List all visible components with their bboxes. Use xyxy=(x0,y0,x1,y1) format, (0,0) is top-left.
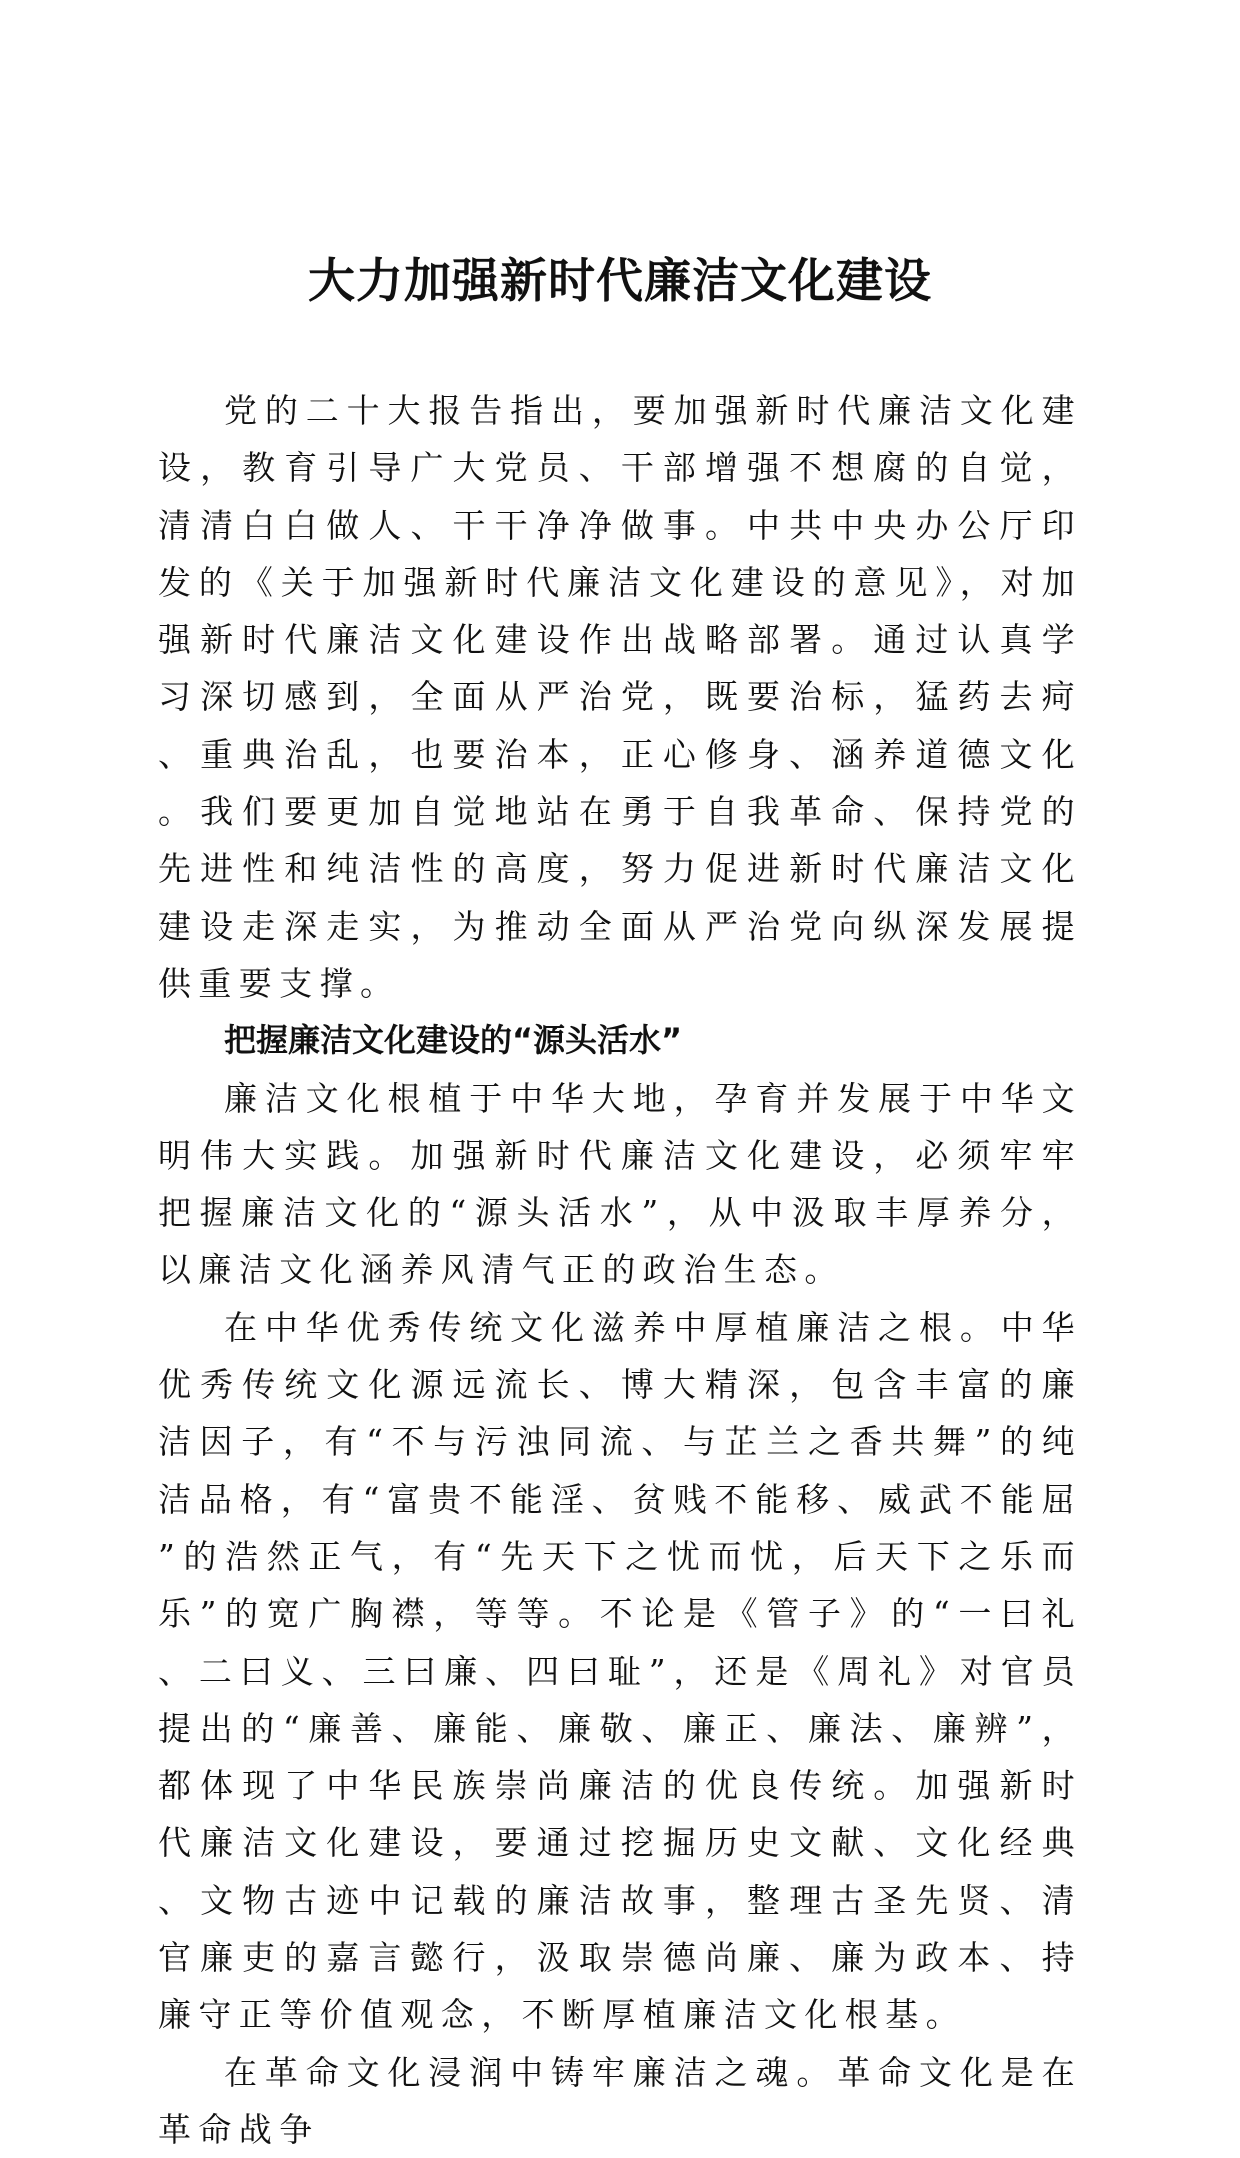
intro-paragraph: 党的二十大报告指出，要加强新时代廉洁文化建设，教育引导广大党员、干部增强不想腐的自觉，清清白白做人、干干净净做事。中共中央办公厅印发的《关于加强新时代廉洁文化建设的意见》，对加强新时代廉洁文化建设作出战略部署。通过认真学习深切感到，全面从严治党，既要治标，猛药去疴、重典治乱，也要治本，正心修身、涵养道德文化。我们要更加自觉地站在勇于自我革命、保持党的先进性和纯洁性的高度，努力促进新时代廉洁文化建设走深走实，为推动全面从严治党向纵深发展提供重要支撑。 xyxy=(158,391,1082,1003)
subsection-text: 革命文化是在革命战争 xyxy=(158,2052,1083,2149)
section-paragraph: 廉洁文化根植于中华大地，孕育并发展于中华文明伟大实践。加强新时代廉洁文化建设，必须牢牢把握廉洁文化的“源头活水”，从中汲取丰厚养分，以廉洁文化涵养风清气正的政治生态。 xyxy=(158,1078,1082,1290)
section-heading: 把握廉洁文化建设的“源头活水” xyxy=(224,1021,683,1060)
document-title: 大力加强新时代廉洁文化建设 xyxy=(308,254,932,309)
subsection-lead: 在革命文化浸润中铸牢廉洁之魂。 xyxy=(224,2052,838,2092)
subsection-revolutionary-culture xyxy=(158,2044,1082,2158)
document-body xyxy=(158,382,1082,2158)
subsection-text: 中华优秀传统文化源远流长、博大精深，包含丰富的廉洁因子，有“不与污浊同流、与芷兰之香共舞”的纯洁品格，有“富贵不能淫、贫贱不能移、威武不能屈”的浩然正气，有“先天下之忧而忧，后天下之乐而乐”的宽广胸襟，等等。不论是《管子》的“一曰礼、二曰义、三曰廉、四曰耻”，还是《周礼》对官员提出的“廉善、廉能、廉敬、廉正、廉法、廉辨”，都体现了中华民族崇尚廉洁的优良传统。加强新时代廉洁文化建设，要通过挖掘历史文献、文化经典、文物古迹中记载的廉洁故事，整理古圣先贤、清官廉吏的嘉言懿行，汲取崇德尚廉、廉为政本、持廉守正等价值观念，不断厚植廉洁文化根基。 xyxy=(158,1307,1082,2035)
subsection-lead: 在中华优秀传统文化滋养中厚植廉洁之根。 xyxy=(224,1307,1001,1347)
subsection-traditional-culture xyxy=(158,1299,1082,2044)
